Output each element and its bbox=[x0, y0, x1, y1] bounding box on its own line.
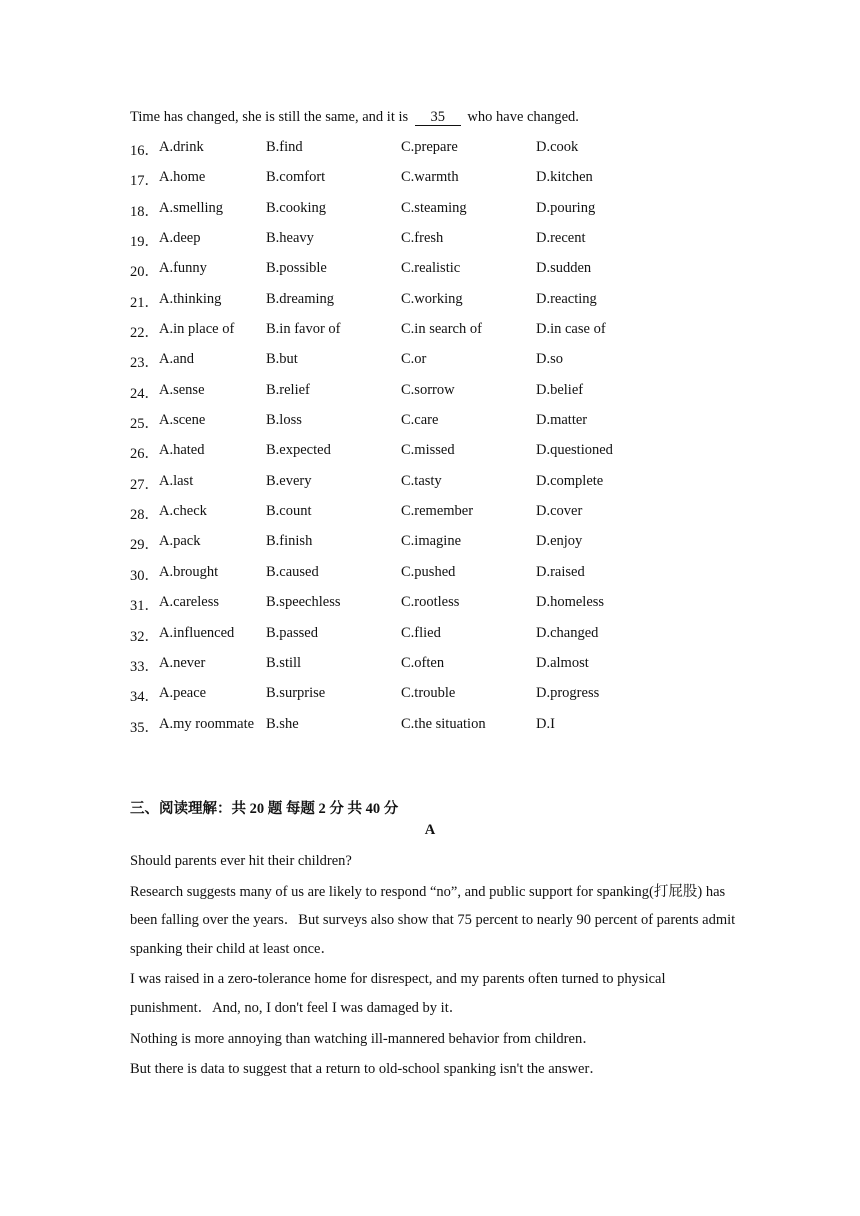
option-a: A.careless bbox=[159, 594, 219, 611]
passage-paragraph: Should parents ever hit their children? bbox=[130, 853, 352, 869]
option-a: A.check bbox=[159, 503, 207, 520]
reading-passage bbox=[130, 847, 750, 1086]
question-number: 35． bbox=[130, 719, 159, 736]
option-c: C.sorrow bbox=[401, 381, 455, 398]
option-b: B.dreaming bbox=[266, 290, 335, 307]
option-c: C.imagine bbox=[401, 533, 462, 550]
option-b: B.expected bbox=[266, 442, 331, 459]
question-number: 24． bbox=[130, 385, 159, 402]
question-number: 33． bbox=[130, 658, 159, 675]
option-d: D.in case of bbox=[536, 321, 606, 338]
option-d: D.cook bbox=[536, 139, 579, 155]
question-number: 30． bbox=[130, 567, 159, 584]
option-b: B.passed bbox=[266, 624, 318, 641]
option-d: D.reacting bbox=[536, 290, 597, 307]
option-a: A.funny bbox=[159, 260, 207, 277]
option-d: D.progress bbox=[536, 685, 600, 702]
question-number: 31． bbox=[130, 598, 159, 615]
option-a: A.deep bbox=[159, 230, 201, 247]
option-c: C.steaming bbox=[401, 199, 467, 216]
passage-paragraph: Nothing is more annoying than watching ill-mannered behavior from children． bbox=[130, 1030, 597, 1047]
option-b: B.loss bbox=[266, 412, 302, 429]
question-number: 32． bbox=[130, 628, 159, 645]
option-b: B.surprise bbox=[266, 685, 326, 702]
option-c: C.pushed bbox=[401, 563, 456, 580]
question-number: 34． bbox=[130, 689, 159, 706]
option-d: D.homeless bbox=[536, 594, 605, 611]
question-number: 20． bbox=[130, 264, 159, 281]
option-b: B.every bbox=[266, 472, 312, 489]
question-number: 26． bbox=[130, 446, 159, 463]
option-b: B.she bbox=[266, 715, 299, 732]
option-c: C.rootless bbox=[401, 594, 460, 611]
option-b: B.heavy bbox=[266, 230, 314, 247]
option-c: C.the situation bbox=[401, 715, 486, 732]
option-a: A.hated bbox=[159, 442, 205, 459]
option-b: B.still bbox=[266, 654, 302, 671]
passage-paragraph: But there is data to suggest that a return to old-school spanking isn't the answer． bbox=[130, 1061, 604, 1078]
blank-35: 35 bbox=[415, 110, 461, 126]
option-a: A.my roommate bbox=[159, 715, 255, 732]
option-a: A.sense bbox=[159, 381, 205, 398]
question-number: 17． bbox=[130, 173, 159, 190]
option-c: C.trouble bbox=[401, 685, 456, 702]
option-d: D.complete bbox=[536, 472, 604, 489]
option-c: C.flied bbox=[401, 624, 441, 641]
question-number: 16． bbox=[130, 143, 159, 159]
question-number: 23． bbox=[130, 355, 159, 372]
option-b: B.finish bbox=[266, 533, 313, 550]
passage-label: A bbox=[424, 822, 436, 838]
option-c: C.or bbox=[401, 351, 427, 368]
question-number: 22． bbox=[130, 325, 159, 342]
option-d: D.matter bbox=[536, 412, 588, 429]
option-c: C.tasty bbox=[401, 472, 442, 489]
option-b: B.possible bbox=[266, 260, 327, 277]
option-d: D.cover bbox=[536, 503, 583, 520]
option-b: B.relief bbox=[266, 381, 310, 398]
option-c: C.remember bbox=[401, 503, 474, 520]
section-heading: 三、阅读理解：共 20 题 每题 2 分 共 40 分 bbox=[130, 801, 399, 817]
option-a: A.scene bbox=[159, 412, 206, 429]
passage-paragraph: Research suggests many of us are likely to respond “no”, and public support for spanking(打屁股) has been falling over the years．But surveys also show that 75 percent to nearly 90 percent of parents admit spanking their child at least once． bbox=[130, 883, 736, 957]
option-a: A.home bbox=[159, 169, 206, 186]
question-number: 28． bbox=[130, 507, 159, 524]
option-d: D.questioned bbox=[536, 442, 613, 459]
option-d: D.recent bbox=[536, 230, 586, 247]
intro-text-before: Time has changed, she is still the same, and it is bbox=[130, 109, 409, 125]
option-d: D.raised bbox=[536, 563, 585, 580]
passage-paragraph: I was raised in a zero-tolerance home for disrespect, and my parents often turned to physical punishment．And, no, I don't feel I was damaged by it． bbox=[130, 971, 666, 1016]
option-c: C.often bbox=[401, 654, 445, 671]
option-d: D.changed bbox=[536, 624, 599, 641]
option-a: A.thinking bbox=[159, 290, 222, 307]
option-c: C.realistic bbox=[401, 260, 461, 277]
option-b: B.but bbox=[266, 351, 298, 368]
option-c: C.in search of bbox=[401, 321, 482, 338]
question-number: 18． bbox=[130, 203, 159, 220]
option-c: C.working bbox=[401, 290, 463, 307]
option-d: D.kitchen bbox=[536, 169, 593, 186]
option-d: D.sudden bbox=[536, 260, 592, 277]
option-b: B.count bbox=[266, 503, 312, 520]
option-d: D.enjoy bbox=[536, 533, 583, 550]
option-b: B.speechless bbox=[266, 594, 341, 611]
option-a: A.and bbox=[159, 351, 195, 368]
question-number: 25． bbox=[130, 416, 159, 433]
option-d: D.I bbox=[536, 715, 555, 732]
option-a: A.peace bbox=[159, 685, 207, 702]
option-b: B.cooking bbox=[266, 199, 327, 216]
option-a: A.last bbox=[159, 472, 194, 489]
option-d: D.so bbox=[536, 351, 563, 368]
option-c: C.missed bbox=[401, 442, 455, 459]
option-a: A.drink bbox=[159, 139, 204, 155]
option-a: A.influenced bbox=[159, 624, 235, 641]
option-a: A.never bbox=[159, 654, 206, 671]
cloze-closing-sentence bbox=[130, 109, 579, 126]
question-number: 21． bbox=[130, 294, 159, 311]
option-d: D.belief bbox=[536, 381, 584, 398]
question-number: 27． bbox=[130, 476, 159, 493]
option-c: C.fresh bbox=[401, 230, 444, 247]
option-b: B.comfort bbox=[266, 169, 326, 186]
option-c: C.prepare bbox=[401, 139, 458, 155]
question-number: 29． bbox=[130, 537, 159, 554]
option-d: D.pouring bbox=[536, 199, 596, 216]
option-d: D.almost bbox=[536, 654, 589, 671]
option-b: B.caused bbox=[266, 563, 319, 580]
option-a: A.in place of bbox=[159, 321, 235, 338]
option-b: B.in favor of bbox=[266, 321, 341, 338]
option-a: A.pack bbox=[159, 533, 201, 550]
option-a: A.smelling bbox=[159, 199, 224, 216]
option-a: A.brought bbox=[159, 563, 219, 580]
option-c: C.care bbox=[401, 412, 439, 429]
question-number: 19． bbox=[130, 234, 159, 251]
intro-text-after: who have changed. bbox=[467, 109, 579, 125]
option-b: B.find bbox=[266, 139, 303, 155]
option-c: C.warmth bbox=[401, 169, 459, 186]
